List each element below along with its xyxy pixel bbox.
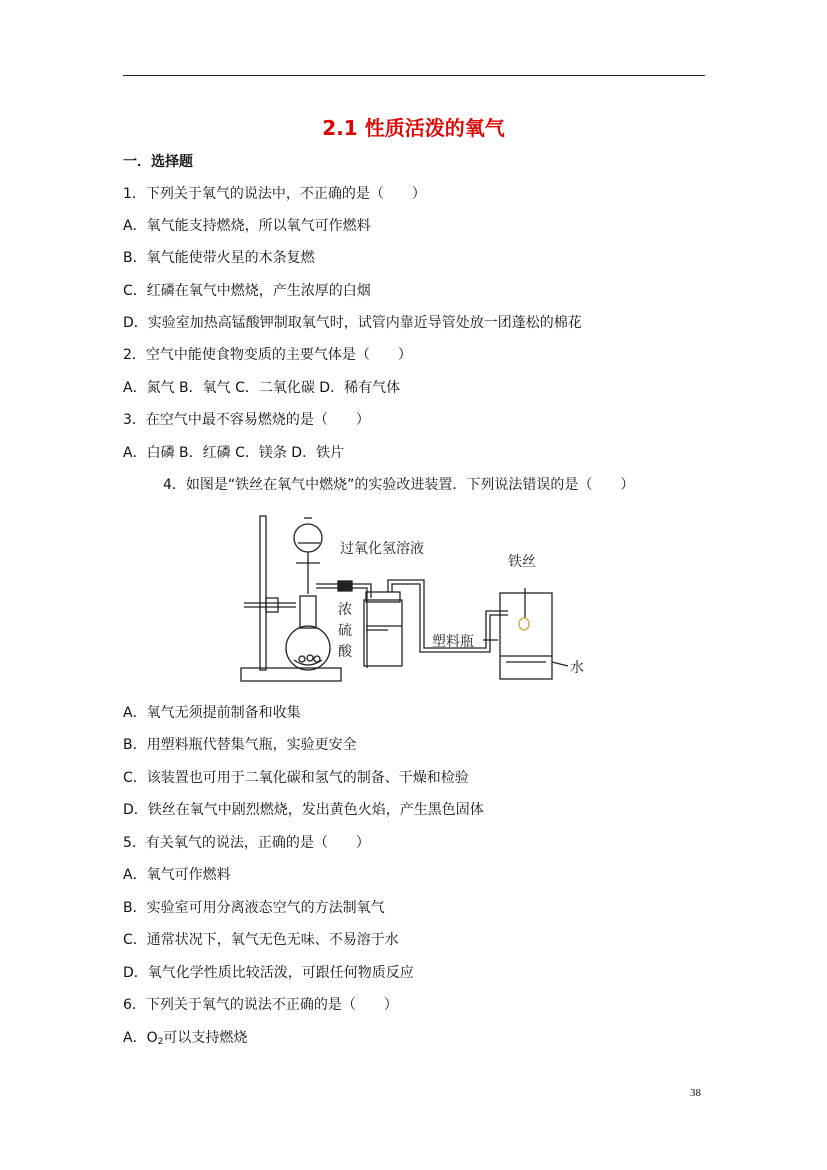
q4-option-b: B．用塑料瓶代替集气瓶，实验更安全 xyxy=(123,737,357,753)
page-title: 2.1 性质活泼的氧气 xyxy=(322,116,505,140)
label-acid-3: 酸 xyxy=(338,644,352,660)
q6-option-a: A．$O_2$可以支持燃烧 xyxy=(123,1030,248,1047)
question-4: 4．如图是“铁丝在氧气中燃烧”的实验改进装置．下列说法错误的是（ ） xyxy=(163,477,635,493)
label-plastic-bottle: 塑料瓶 xyxy=(432,634,474,650)
q1-option-a: A．氧气能支持燃烧，所以氧气可作燃料 xyxy=(123,218,371,234)
label-acid-1: 浓 xyxy=(338,602,352,618)
question-1: 1．下列关于氧气的说法中，不正确的是（ ） xyxy=(123,186,426,202)
q5-option-a: A．氧气可作燃料 xyxy=(123,867,231,883)
q5-option-d: D．氧气化学性质比较活泼，可跟任何物质反应 xyxy=(123,965,414,981)
q5-option-c: C．通常状况下，氧气无色无味、不易溶于水 xyxy=(123,932,399,948)
q1-option-d: D．实验室加热高锰酸钾制取氧气时，试管内靠近导管处放一团蓬松的棉花 xyxy=(123,315,582,331)
apparatus-figure xyxy=(236,508,596,688)
q1-option-b: B．氧气能使带火星的木条复燃 xyxy=(123,250,315,266)
q3-options: A．白磷 B．红磷 C．镁条 D．铁片 xyxy=(123,445,345,461)
q4-option-c: C．该装置也可用于二氧化碳和氢气的制备、干燥和检验 xyxy=(123,770,469,786)
label-hydrogen-peroxide: 过氧化氢溶液 xyxy=(340,541,424,557)
question-5: 5．有关氧气的说法，正确的是（ ） xyxy=(123,835,370,851)
label-iron-wire: 铁丝 xyxy=(508,554,536,570)
section-heading: 一．选择题 xyxy=(123,154,193,170)
header-rule xyxy=(123,75,705,76)
question-3: 3．在空气中最不容易燃烧的是（ ） xyxy=(123,412,370,428)
page-number: 38 xyxy=(690,1087,701,1099)
label-acid-2: 硫 xyxy=(338,623,352,639)
question-2: 2．空气中能使食物变质的主要气体是（ ） xyxy=(123,347,412,363)
question-6: 6．下列关于氧气的说法不正确的是（ ） xyxy=(123,997,398,1013)
q2-options: A．氮气 B．氧气 C．二氧化碳 D．稀有气体 xyxy=(123,380,401,396)
label-water: 水 xyxy=(570,660,584,676)
q1-option-c: C．红磷在氧气中燃烧，产生浓厚的白烟 xyxy=(123,283,371,299)
q4-option-d: D．铁丝在氧气中剧烈燃烧，发出黄色火焰，产生黑色固体 xyxy=(123,802,484,818)
q4-option-a: A．氧气无须提前制备和收集 xyxy=(123,705,301,721)
q5-option-b: B．实验室可用分离液态空气的方法制氧气 xyxy=(123,900,385,916)
